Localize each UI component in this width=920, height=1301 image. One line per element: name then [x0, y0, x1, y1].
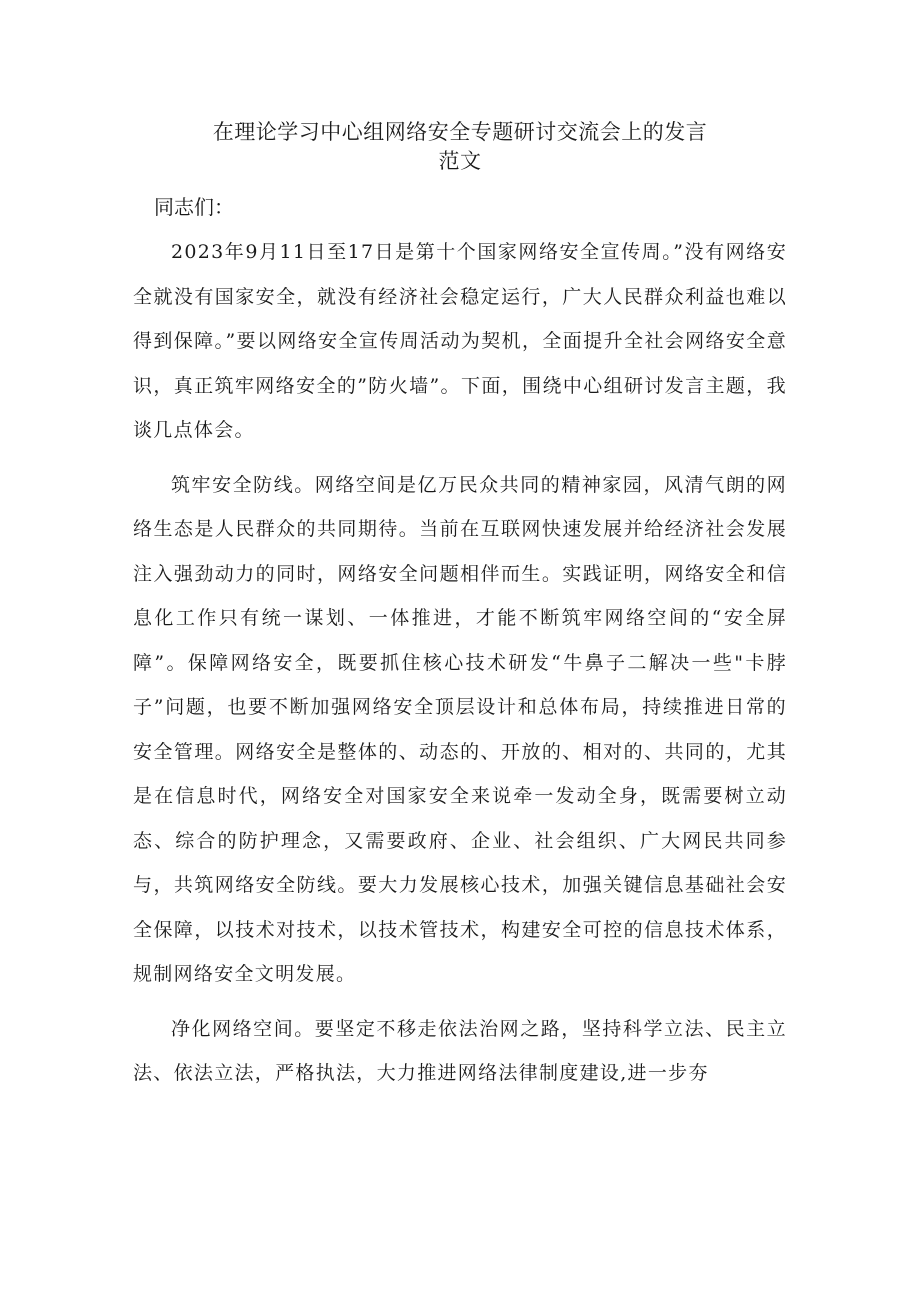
paragraph-security-defense: 筑牢安全防线。网络空间是亿万民众共同的精神家园，风清气朗的网络生态是人民群众的共同期待。当前在互联网快速发展并给经济社会发展注入强劲动力的同时，网络安全问题相伴而生。实践证明，网络安全和信息化工作只有统一谋划、一体推进，才能不断筑牢网络空间的“安全屏障”。保障网络安全，既要抓住核心技术研发“牛鼻子二解决一些"卡脖子”问题，也要不断加强网络安全顶层设计和总体布局，持续推进日常的安全管理。网络安全是整体的、动态的、开放的、相对的、共同的，尤其是在信息时代，网络安全对国家安全来说牵一发动全身，既需要树立动态、综合的防护理念，又需要政府、企业、社会组织、广大网民共同参与，共筑网络安全防线。要大力发展核心技术，加强关键信息基础社会安全保障，以技术对技术，以技术管技术，构建安全可控的信息技术体系，规制网络安全文明发展。	[133, 473, 787, 985]
title-line-2: 范文	[438, 149, 482, 173]
paragraph-intro: 2023年9月11日至17日是第十个国家网络安全宣传周。”没有网络安全就没有国家安全，就没有经济社会稳定运行，广大人民群众利益也难以得到保障。”要以网络安全宣传周活动为契机，全面提升全社会网络安全意识，真正筑牢网络安全的”防火墙”。下面，围绕中心组研讨发言主题，我谈几点体会。	[133, 241, 787, 441]
title-line-1: 在理论学习中心组网络安全专题研讨交流会上的发言	[212, 120, 708, 144]
paragraph-purify-cyberspace: 净化网络空间。要坚定不移走依法治网之路，坚持科学立法、民主立法、依法立法，严格执法，大力推进网络法律制度建设,进一步夯	[133, 1017, 787, 1084]
document-title	[133, 118, 787, 176]
salutation: 同志们：	[154, 195, 234, 219]
